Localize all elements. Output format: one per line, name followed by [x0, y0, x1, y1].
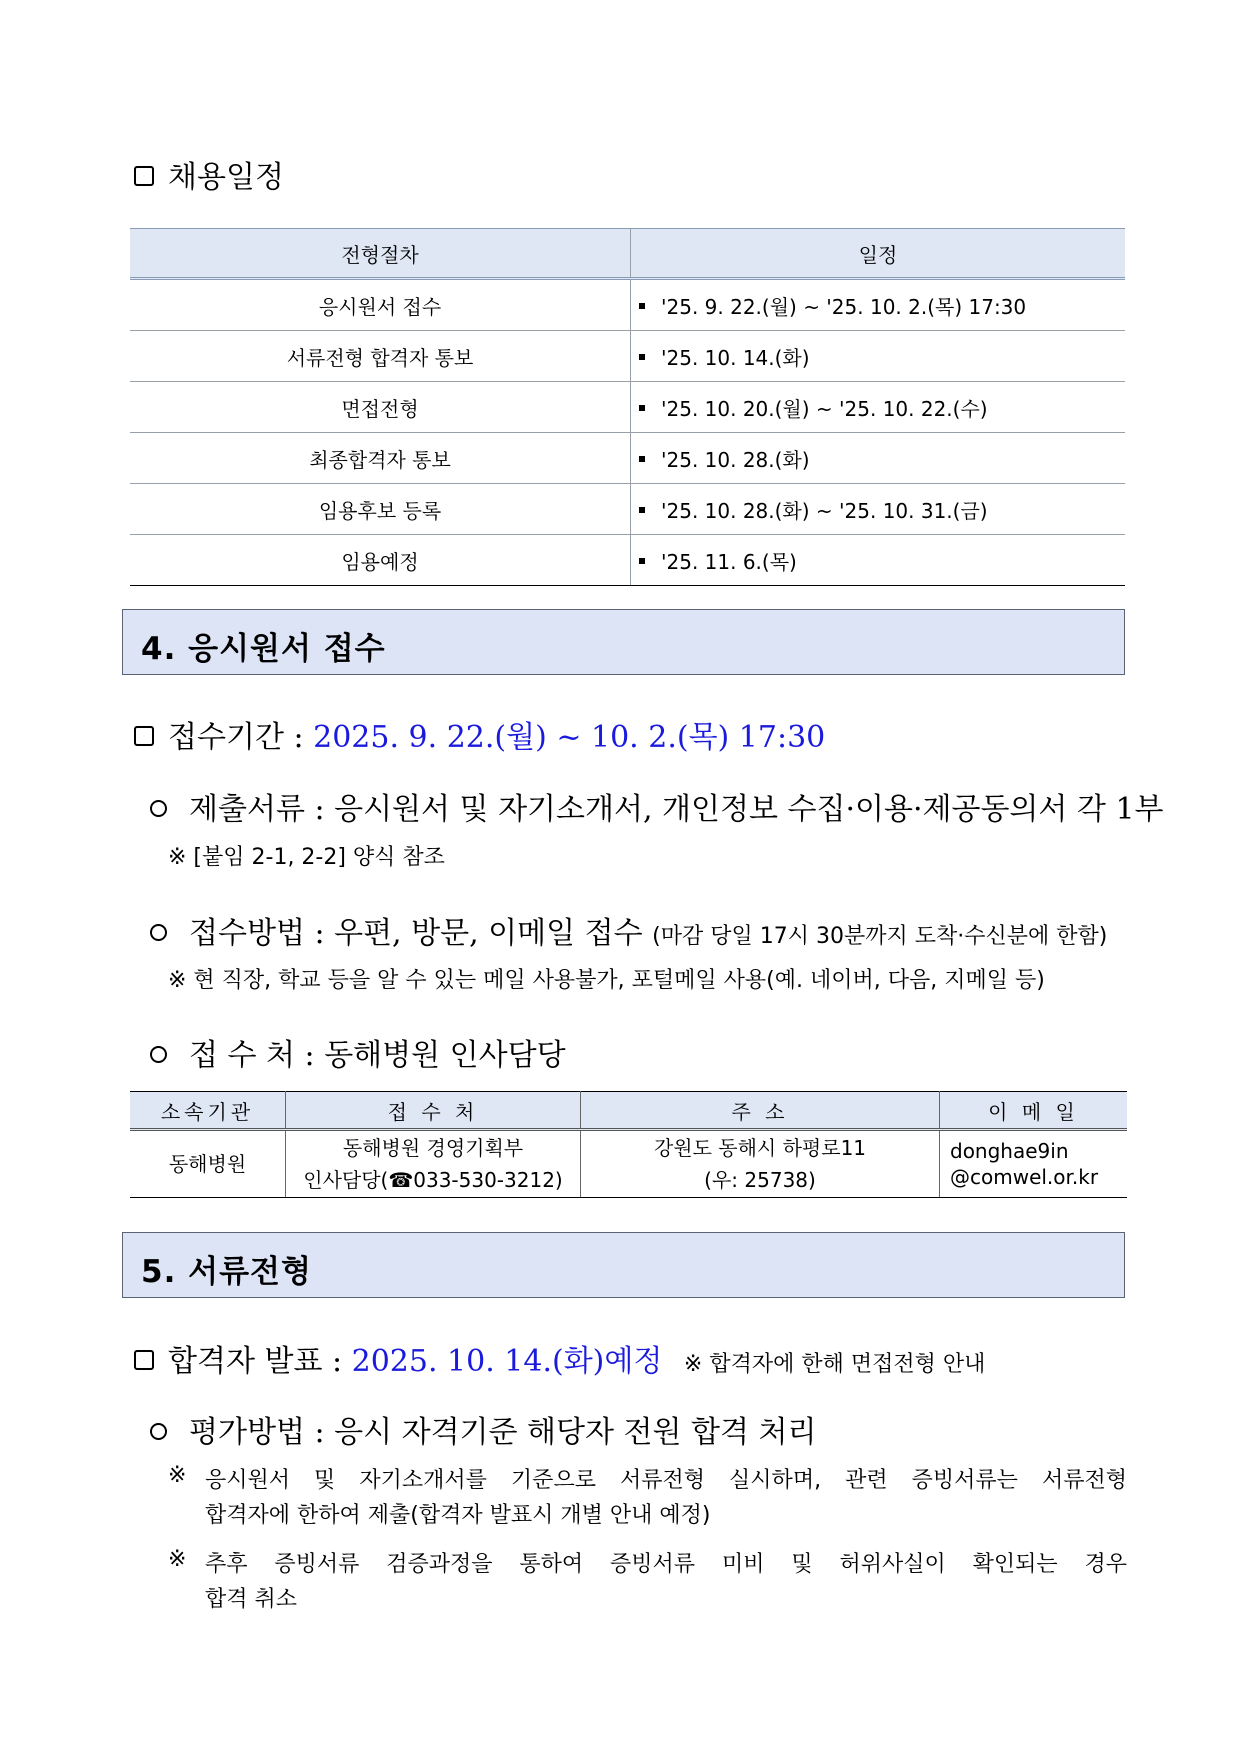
table-row [130, 279, 1125, 331]
date-cell: '25. 10. 20.(월) ~ '25. 10. 22.(수) [631, 382, 1126, 433]
table-row [130, 331, 1125, 382]
header-email: 이 메 일 [940, 1092, 1128, 1130]
square-bullet-icon [639, 558, 645, 564]
date-cell: '25. 11. 6.(목) [631, 535, 1126, 586]
step-cell: 면접전형 [130, 382, 631, 433]
table-row [130, 484, 1125, 535]
step-cell: 서류전형 합격자 통보 [130, 331, 631, 382]
note-2-line-1: 추후 증빙서류 검증과정을 통하여 증빙서류 미비 및 허위사실이 확인되는 경우 [205, 1552, 1127, 1577]
application-period: 접수기간 : 2025. 9. 22.(월) ~ 10. 2.(목) 17:30 [134, 712, 825, 756]
table-row [130, 535, 1125, 586]
required-documents: 제출서류 : 응시원서 및 자기소개서, 개인정보 수집·이용·제공동의서 각 1부 [150, 784, 1164, 828]
circle-bullet-icon [150, 924, 167, 941]
checkbox-square-icon [134, 726, 154, 746]
table-row [130, 382, 1125, 433]
date-cell: '25. 9. 22.(월) ~ '25. 10. 2.(목) 17:30 [631, 279, 1126, 331]
schedule-title: 채용일정 [134, 152, 284, 196]
checkbox-square-icon [134, 1350, 154, 1370]
header-date: 일정 [631, 229, 1126, 279]
dept-cell: 동해병원 경영기획부 인사담당(☎033-530-3212) [286, 1130, 581, 1198]
note-1-line-2: 합격자에 한하여 제출(합격자 발표시 개별 안내 예정) [205, 1503, 711, 1528]
date-cell: '25. 10. 28.(화) [631, 433, 1126, 484]
header-org: 소속기관 [130, 1092, 286, 1130]
method-note: ※ 현 직장, 학교 등을 알 수 있는 메일 사용불가, 포털메일 사용(예. 네이버, 다음, 지메일 등) [168, 968, 1045, 993]
schedule-table [130, 228, 1125, 586]
square-bullet-icon [639, 354, 645, 360]
circle-bullet-icon [150, 1423, 167, 1440]
step-cell: 응시원서 접수 [130, 279, 631, 331]
note-mark: ※ [168, 1463, 187, 1488]
org-cell: 동해병원 [130, 1130, 286, 1198]
header-address: 주 소 [581, 1092, 940, 1130]
date-cell: '25. 10. 14.(화) [631, 331, 1126, 382]
section-5-heading: 5. 서류전형 [122, 1232, 1125, 1298]
email-cell: donghae9in @comwel.or.kr [940, 1130, 1128, 1198]
note-2-line-2: 합격 취소 [205, 1587, 298, 1612]
checkbox-square-icon [134, 166, 154, 186]
submission-place: 접 수 처 : 동해병원 인사담당 [150, 1030, 566, 1074]
step-cell: 임용예정 [130, 535, 631, 586]
evaluation-method: 평가방법 : 응시 자격기준 해당자 전원 합격 처리 [150, 1407, 816, 1451]
documents-note: ※ [붙임 2-1, 2-2] 양식 참조 [168, 845, 445, 870]
date-cell: '25. 10. 28.(화) ~ '25. 10. 31.(금) [631, 484, 1126, 535]
circle-bullet-icon [150, 1046, 167, 1063]
submission-method: 접수방법 : 우편, 방문, 이메일 접수 (마감 당일 17시 30분까지 도착·수신분에 한함) [150, 908, 1107, 952]
square-bullet-icon [639, 507, 645, 513]
circle-bullet-icon [150, 800, 167, 817]
address-cell: 강원도 동해시 하평로11 (우: 25738) [581, 1130, 940, 1198]
step-cell: 임용후보 등록 [130, 484, 631, 535]
table-header-row [130, 1092, 1127, 1130]
table-header-row [130, 229, 1125, 279]
table-row [130, 433, 1125, 484]
note-1-line-1: 응시원서 및 자기소개서를 기준으로 서류전형 실시하며, 관련 증빙서류는 서류전형 [205, 1468, 1127, 1493]
announcement: 합격자 발표 : 2025. 10. 14.(화)예정 ※ 합격자에 한해 면접전형 안내 [134, 1336, 985, 1380]
section-4-heading: 4. 응시원서 접수 [122, 609, 1125, 675]
table-row [130, 1130, 1127, 1198]
submission-table [130, 1091, 1127, 1198]
header-dept: 접 수 처 [286, 1092, 581, 1130]
header-step: 전형절차 [130, 229, 631, 279]
square-bullet-icon [639, 456, 645, 462]
square-bullet-icon [639, 303, 645, 309]
note-mark: ※ [168, 1547, 187, 1572]
step-cell: 최종합격자 통보 [130, 433, 631, 484]
square-bullet-icon [639, 405, 645, 411]
